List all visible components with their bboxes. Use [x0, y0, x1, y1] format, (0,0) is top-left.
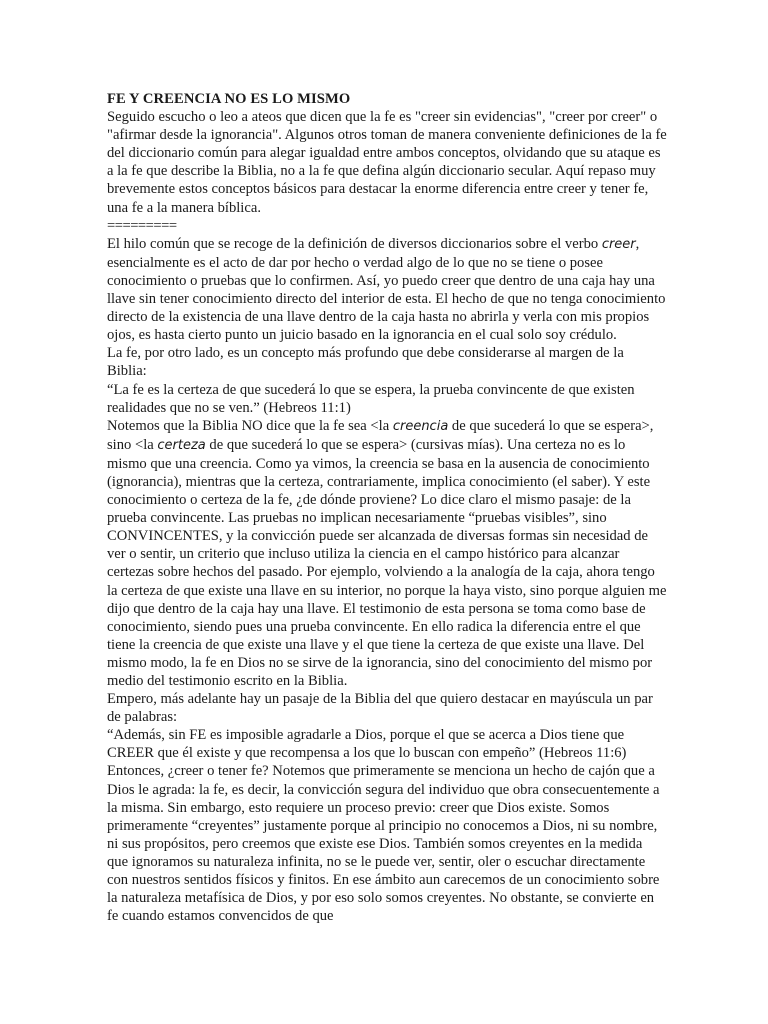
- p3-text-a: Notemos que la Biblia NO dice que la fe sea <la: [107, 417, 393, 434]
- document-page: [107, 90, 667, 925]
- quote-hebreos-11-1: “La fe es la certeza de que sucederá lo que se espera, la prueba convincente de que existen realidades que no se ven.” (Hebreos 11:1): [107, 381, 635, 416]
- p3-italic-creencia: creencia: [392, 418, 449, 434]
- p1-italic-word: creer: [601, 236, 636, 252]
- intro-paragraph: Seguido escucho o leo a ateos que dicen que la fe es "creer sin evidencias", "creer por creer" o "afirmar desde la ignorancia". Algunos otros toman de manera conveniente definiciones de la fe del diccionario común para alegar igualdad entre ambos conceptos, olvidando que su ataque es a la fe que describe la Biblia, no a la fe que defina algún diccionario secular. Aquí repaso muy brevemente estos conceptos básicos para destacar la enorme diferencia entre creer y tener fe, una fe a la manera bíblica.: [107, 109, 667, 216]
- quote-hebreos-11-6: “Además, sin FE es imposible agradarle a Dios, porque el que se acerca a Dios tiene que CREER que él existe y que recompensa a los que lo buscan con empeño” (Hebreos 11:6): [107, 727, 627, 762]
- paragraph-fe-intro: La fe, por otro lado, es un concepto más profundo que debe considerarse al margen de la Biblia:: [107, 345, 624, 380]
- p3-text-b: de que sucederá lo que se espera>, sino <la: [107, 417, 654, 453]
- p3-text-c: de que sucederá lo que se espera> (cursivas mías). Una certeza no es lo mismo que una creencia. Como ya vimos, la creencia se basa en la ausencia de conocimiento (ignorancia), mientras que la certeza, contrariamente, implica conocimiento (el saber). Y este conocimiento o certeza de la fe, ¿de dónde proviene? Lo dice claro el mismo pasaje: de la prueba convincente. Las pruebas no implican necesariamente “pruebas visibles”, sino CONVINCENTES, y la convicción puede ser alcanzada de diversas formas sin necesidad de ver o sentir, un criterio que incluso utiliza la ciencia en el campo histórico para alcanzar certezas sobre hechos del pasado. Por ejemplo, volviendo a la analogía de la caja, ahora tengo la certeza de que existe una llave en su interior, no porque la haya visto, sino porque alguien me dijo que dentro de la caja hay una llave. El testimonio de esta persona se toma como base de conocimiento, siendo pues una prueba convincente. En ello radica la diferencia entre el que tiene la creencia de que existe una llave y el que tiene la certeza de que existe una llave. Del mismo modo, la fe en Dios no se sirve de la ignorancia, sino del conocimiento del mismo por medio del testimonio escrito en la Biblia.: [107, 436, 667, 689]
- paragraph-creer-definition: [107, 235, 667, 345]
- paragraph-empero: Empero, más adelante hay un pasaje de la Biblia del que quiero destacar en mayúscula un par de palabras:: [107, 691, 653, 726]
- section-separator: =========: [107, 217, 177, 234]
- p3-italic-certeza: certeza: [157, 437, 206, 453]
- paragraph-certeza: [107, 417, 667, 690]
- paragraph-creer-o-fe: Entonces, ¿creer o tener fe? Notemos que primeramente se menciona un hecho de cajón que a Dios le agrada: la fe, es decir, la convicción segura del individuo que obra consecuentemente a la misma. Sin embargo, esto requiere un proceso previo: creer que Dios existe. Somos primeramente “creyentes” justamente porque al principio no conocemos a Dios, ni su nombre, ni sus propósitos, pero creemos que existe ese Dios. También somos creyentes en la medida que ignoramos su naturaleza infinita, no se le puede ver, sentir, oler o escuchar directamente con nuestros sentidos físicos y finitos. En ese ámbito aun carecemos de un conocimiento sobre la naturaleza metafísica de Dios, y por eso solo somos creyentes. No obstante, se convierte en fe cuando estamos convencidos de que: [107, 763, 660, 925]
- p1-text-before: El hilo común que se recoge de la definición de diversos diccionarios sobre el verbo: [107, 235, 602, 252]
- p1-text-after: , esencialmente es el acto de dar por hecho o verdad algo de lo que no se tiene o posee conocimiento o pruebas que lo confirmen. Así, yo puedo creer que dentro de una caja hay una llave sin tener conocimiento directo del interior de esta. El hecho de que no tenga conocimiento directo de la existencia de una llave dentro de la caja hasta no abrirla y verla con mis propios ojos, es hasta cierto punto un juicio basado en la ignorancia en el cual solo soy crédulo.: [107, 235, 666, 344]
- document-title: FE Y CREENCIA NO ES LO MISMO: [107, 91, 351, 107]
